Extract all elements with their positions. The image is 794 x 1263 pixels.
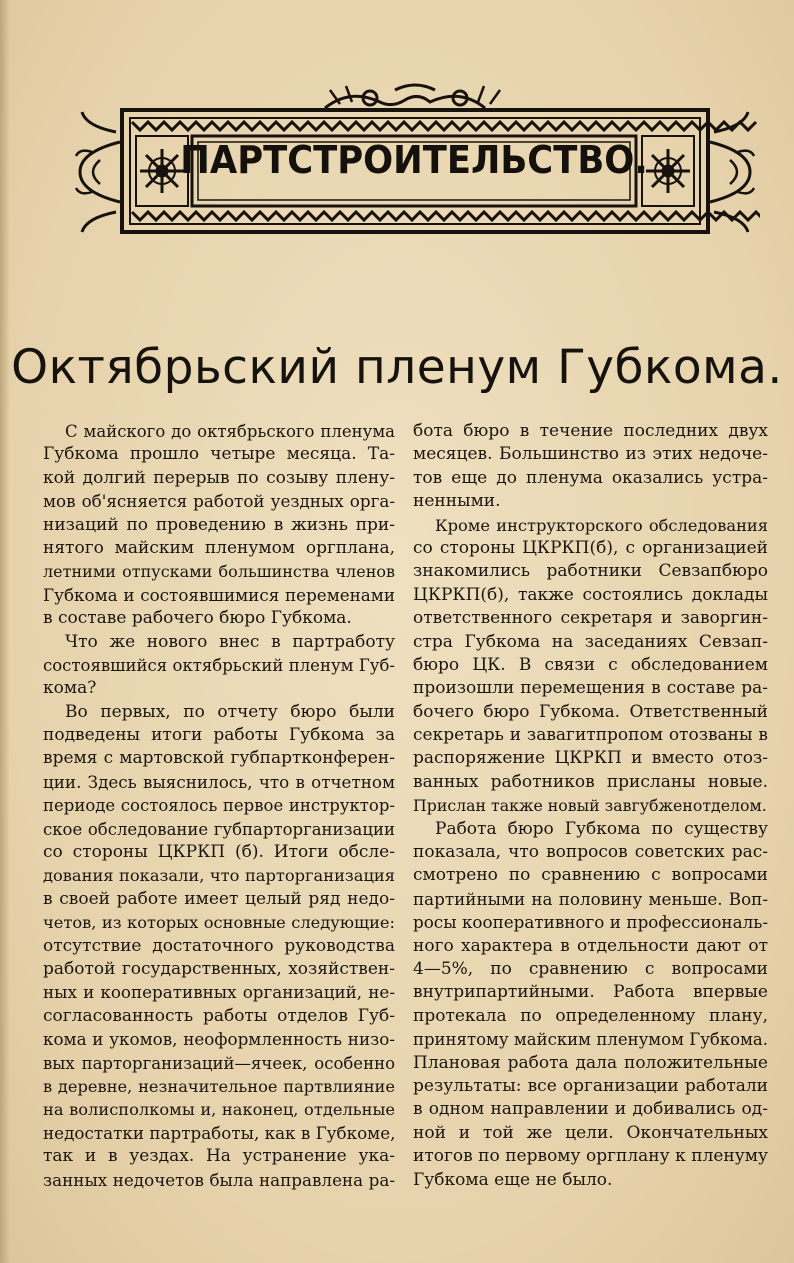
text-line: ции. Здесь выяснилось, что в отчетном [43, 771, 395, 792]
text-line: С майского до октябрьского пленума [65, 422, 395, 441]
text-line: со стороны ЦКРКП(б), с организацией [413, 537, 768, 558]
text-line: месяцев. Большинство из этих недоче- [413, 444, 768, 465]
text-line: со стороны ЦКРКП (б). Итоги обсле- [43, 842, 395, 863]
text-line: Губкома и состоявшимися переменами [43, 584, 395, 605]
text-line: стра Губкома на заседаниях Севзап- [413, 631, 768, 652]
binding-edge [0, 0, 10, 1263]
text-line: Работа бюро Губкома по существу [435, 818, 768, 839]
text-line: дования показали, что парторганизация [43, 866, 395, 886]
text-line: периоде состоялось первое инструктор- [43, 796, 395, 816]
text-line: смотрено по сравнению с вопросами [413, 865, 768, 886]
text-line: росы кооперативного и профессиональ- [413, 912, 768, 933]
text-line: отсутствие достаточного руководства [43, 935, 395, 956]
section-title: ПАРТСТРОИТЕЛЬСТВО. [180, 138, 648, 182]
text-line: четов, из которых основные следующие: [43, 913, 395, 933]
text-line: распоряжение ЦКРКП и вместо отоз- [413, 748, 768, 769]
text-line: результаты: все организации работали [413, 1075, 768, 1096]
text-line: Плановая работа дала положительные [413, 1052, 768, 1073]
text-line: бота бюро в течение последних двух [413, 421, 768, 441]
text-line: Губкома еще не было. [413, 1169, 613, 1190]
text-line: бюро ЦК. В связи с обследованием [413, 654, 768, 675]
text-line: ЦКРКП(б), также состоялись доклады [413, 584, 768, 605]
text-line: время с мартовской губпартконферен- [43, 748, 395, 769]
text-line: произошли перемещения в составе ра- [413, 678, 768, 699]
text-line: вых парторганизаций—ячеек, особенно [43, 1053, 395, 1073]
article-title: Октябрьский пленум Губкома. [11, 340, 783, 395]
text-line: низаций по проведению в жизнь при- [43, 514, 395, 535]
text-line: принятому майским пленумом Губкома. [413, 1030, 768, 1050]
text-line: кой долгий перерыв по созыву плену- [43, 467, 395, 488]
text-line: секретарь и завагитпропом отозваны в [413, 725, 768, 746]
text-line: нятого майским пленумом оргплана, [43, 537, 395, 558]
text-line: ных и кооперативных организаций, не- [43, 982, 395, 1003]
text-line: протекала по определенному плану, [413, 1005, 768, 1026]
text-line: итогов по первому оргплану к пленуму [413, 1146, 768, 1167]
text-line: Губкома прошло четыре месяца. Та- [43, 444, 395, 465]
article-left-column [43, 420, 395, 1192]
text-line: кома? [43, 678, 97, 699]
text-line: в своей работе имеет целый ряд недо- [43, 888, 395, 909]
text-line: занных недочетов была направлена ра- [43, 1169, 395, 1190]
text-line: кома и укомов, неоформленность низо- [43, 1029, 395, 1050]
text-line: так и в уездах. На устранение ука- [43, 1146, 395, 1167]
text-line: Прислан также новый завгубженотделом. [413, 796, 767, 816]
text-line: согласованность работы отделов Губ- [43, 1005, 395, 1026]
text-line: тов еще до пленума оказались устра- [413, 467, 768, 488]
text-line: состоявшийся октябрьский пленум Губ- [43, 655, 395, 675]
text-line: бочего бюро Губкома. Ответственный [413, 701, 768, 722]
article-right-column [413, 420, 768, 1192]
text-line: ной и той же цели. Окончательных [413, 1122, 768, 1143]
text-line: Во первых, по отчету бюро были [65, 701, 395, 722]
text-line: в одном направлении и добивались од- [413, 1099, 768, 1120]
text-line: в составе рабочего бюро Губкома. [43, 608, 352, 629]
text-line: ответственного секретаря и заворгин- [413, 608, 768, 629]
text-line: ненными. [413, 491, 501, 512]
text-line: мов об'ясняется работой уездных орга- [43, 491, 395, 512]
text-line: работой государственных, хозяйствен- [43, 958, 395, 979]
text-line: показала, что вопросов советских рас- [413, 842, 768, 863]
text-line: недостатки партработы, как в Губкоме, [43, 1122, 395, 1143]
text-line: партийными на половину меньше. Воп- [413, 888, 768, 909]
text-line: на волисполкомы и, наконец, отдельные [43, 1100, 395, 1120]
text-line: 4—5%, по сравнению с вопросами [413, 958, 768, 979]
text-line: ванных работников присланы новые. [413, 771, 768, 792]
text-line: летними отпусками большинства членов [43, 562, 395, 582]
text-line: в деревне, незначительное партвлияние [43, 1076, 395, 1096]
text-line: внутрипартийными. Работа впервые [413, 982, 768, 1003]
text-line: ного характера в отдельности дают от [413, 935, 768, 956]
text-line: Что же нового внес в партработу [65, 631, 395, 652]
text-line: Кроме инструкторского обследования [435, 515, 768, 535]
text-line: знакомились работники Севзапбюро [413, 561, 768, 582]
section-banner [70, 82, 760, 242]
text-line: ское обследование губпарторганизации [43, 819, 395, 839]
text-line: подведены итоги работы Губкома за [43, 725, 395, 746]
